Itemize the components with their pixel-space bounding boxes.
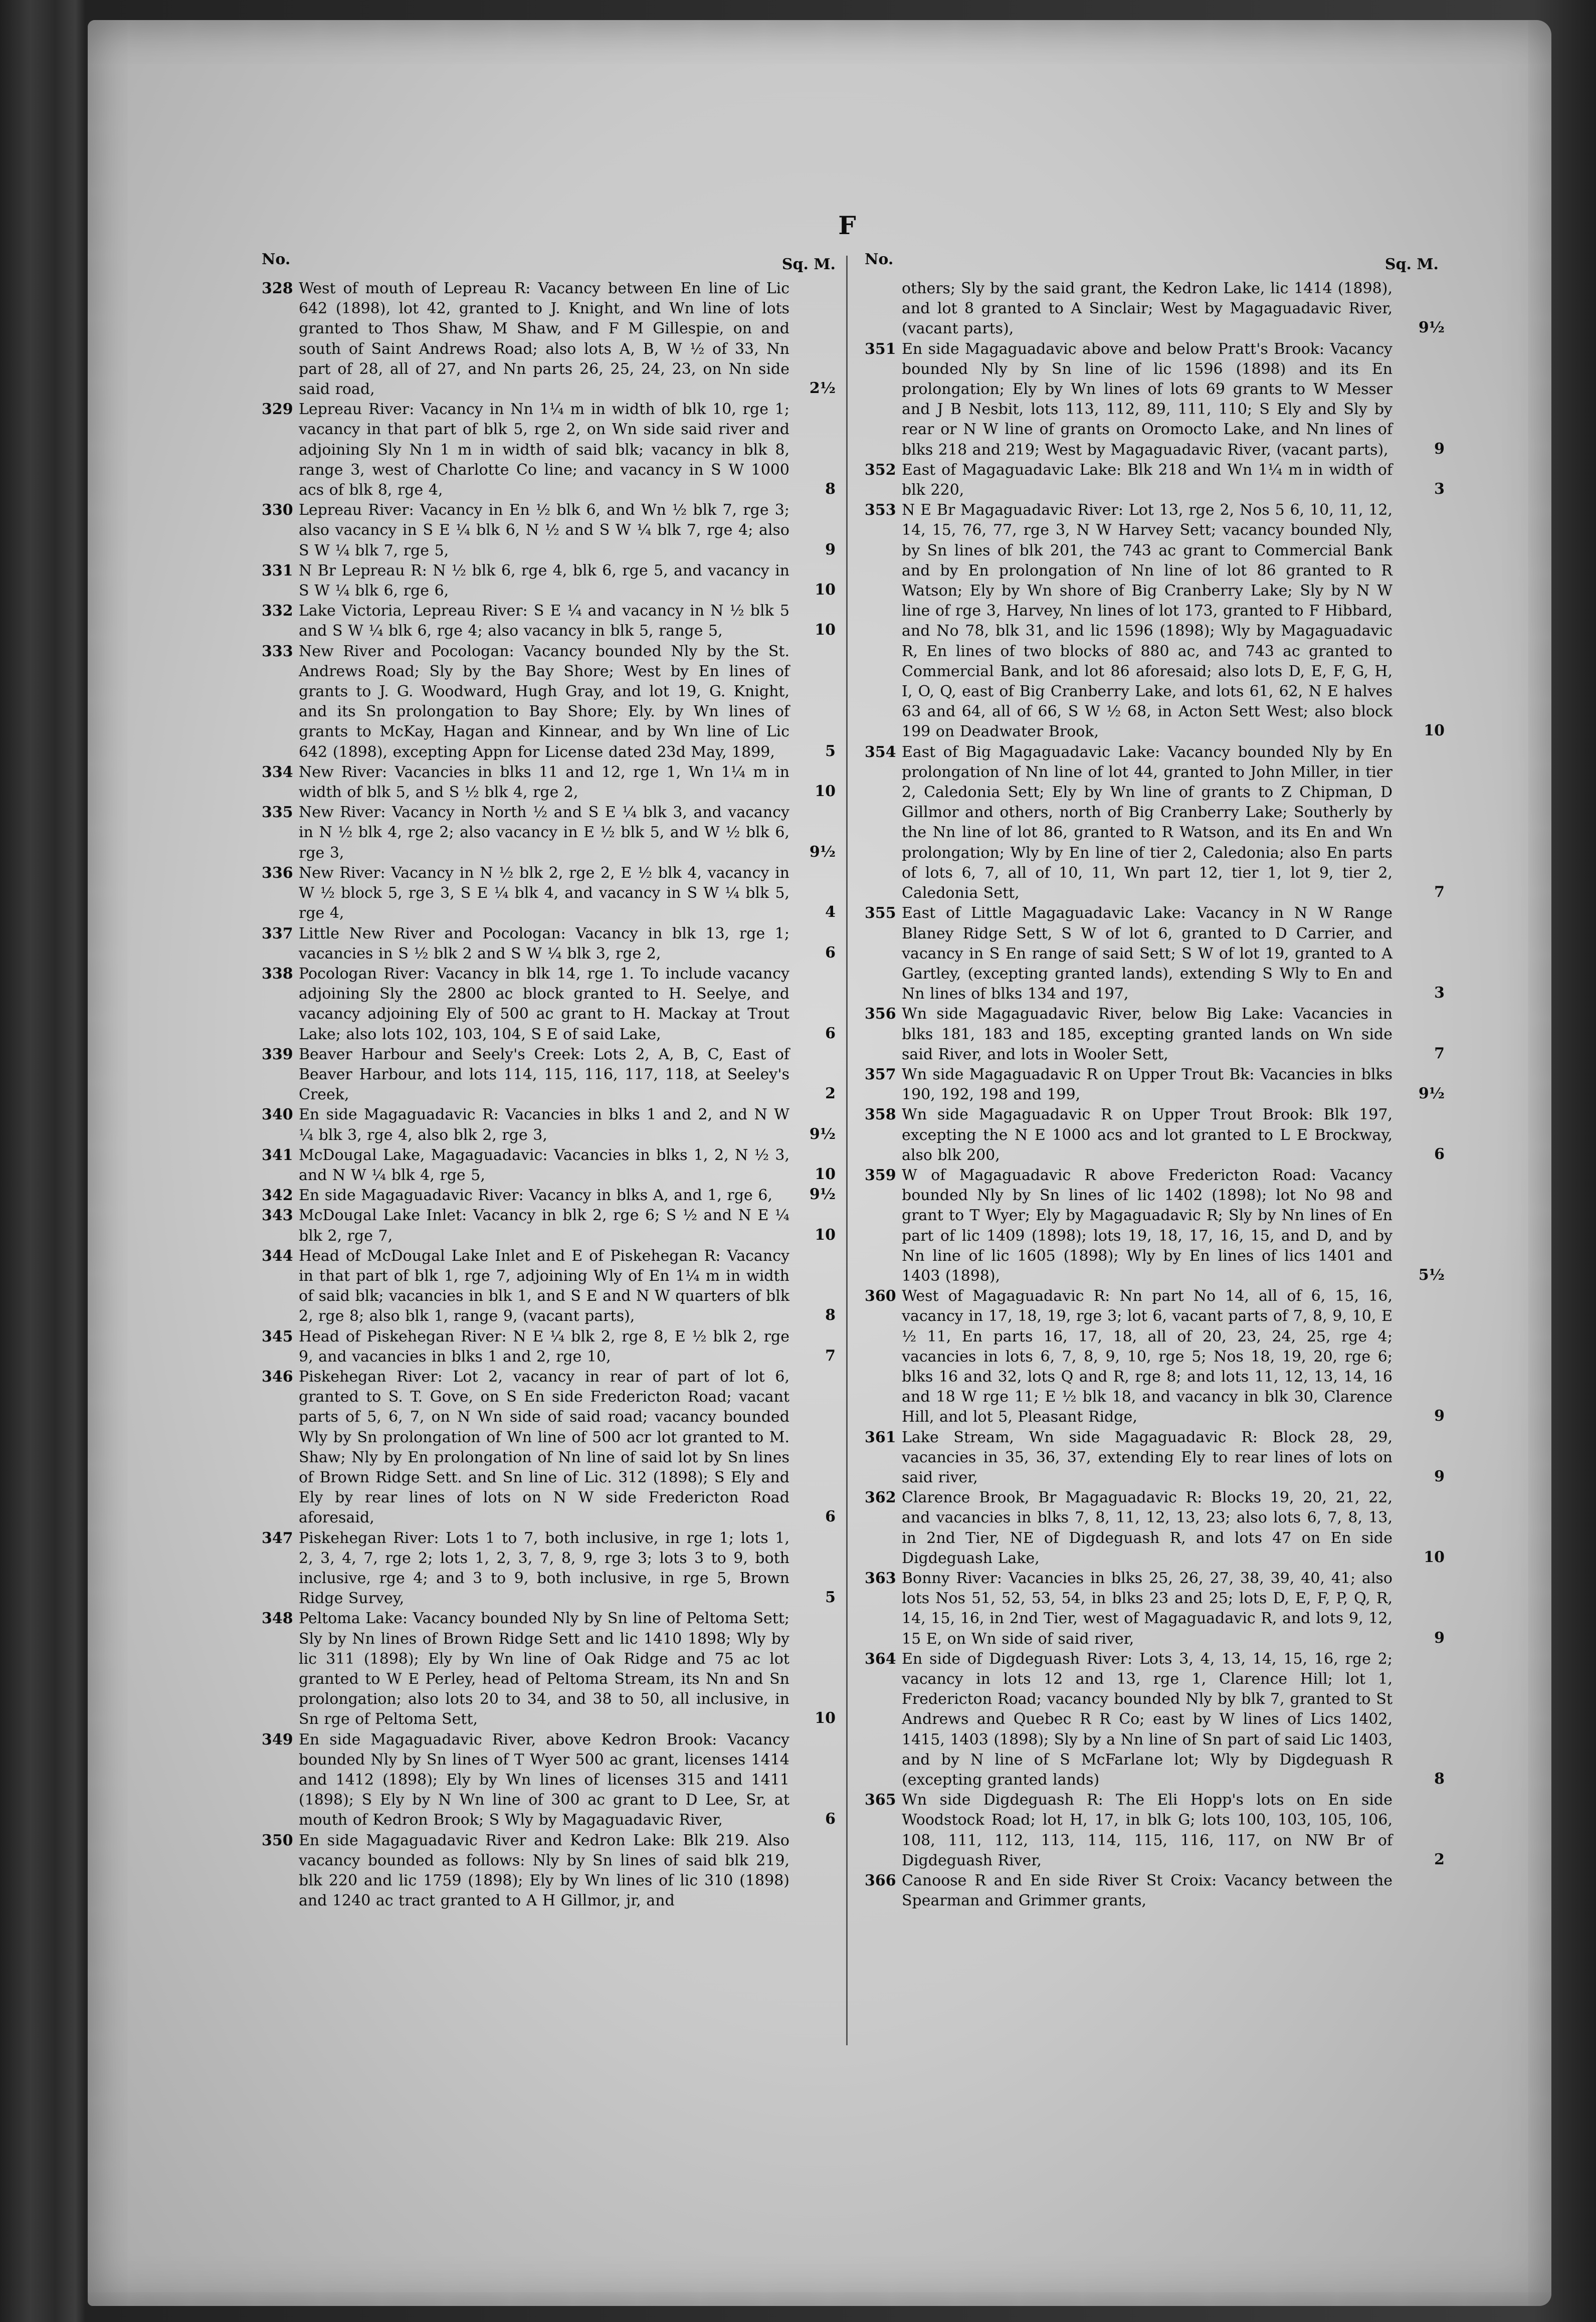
entry-number: 352 bbox=[865, 461, 896, 479]
entry-row bbox=[865, 279, 1445, 339]
entry-number: 350 bbox=[262, 1831, 293, 1849]
entry-number: 363 bbox=[865, 1570, 896, 1587]
entry-square-miles: 7 bbox=[1434, 883, 1445, 901]
entry-description: N Br Lepreau R: N ½ blk 6, rge 4, blk 6, rge 5, and vacancy in S W ¼ blk 6, rge 6, bbox=[299, 561, 789, 600]
entry-square-miles: 10 bbox=[815, 621, 836, 639]
entry-row bbox=[865, 1166, 1445, 1286]
entry-row bbox=[262, 1730, 836, 1831]
entry-number: 359 bbox=[865, 1166, 896, 1184]
left-column-header bbox=[262, 251, 836, 279]
entry-description: En side Magaguadavic above and below Pratt's Brook: Vacancy bounded Nly by Sn line of lic 1596 (1898) and its En prolongation; Ely by Wn lines of lots 69 grants to W Messer and J B Nesbit, lots 113, 112, 89, 111, 110; S Ely and Sly by rear or N W line of grants on Oromocto Lake, and Nn lines of blks 218 and 219; West by Magaguadavic River, (vacant parts), bbox=[902, 340, 1392, 459]
entry-square-miles: 6 bbox=[825, 1508, 836, 1526]
entry-square-miles: 10 bbox=[815, 1165, 836, 1183]
entry-description: Bonny River: Vacancies in blks 25, 26, 27, 38, 39, 40, 41; also lots Nos 51, 52, 53, 54, in blks 23 and 25; lots D, E, F, P, Q, R, 14, 15, 16, in 2nd Tier, west of Magaguadavic R, and lots 9, 12, 15 E, on Wn side of said river, bbox=[902, 1570, 1392, 1648]
entry-description: En side Magaguadavic R: Vacancies in blks 1 and 2, and N W ¼ blk 3, rge 4, also blk 2, rge 3, bbox=[299, 1106, 789, 1144]
entry-square-miles: 6 bbox=[825, 1810, 836, 1828]
entry-square-miles: 2 bbox=[825, 1085, 836, 1103]
entry-row bbox=[262, 924, 836, 964]
entry-number: 358 bbox=[865, 1106, 896, 1124]
entry-description: New River: Vacancy in N ½ blk 2, rge 2, E ½ blk 4, vacancy in W ½ block 5, rge 3, S E ¼ blk 4, and vacancy in S W ¼ blk 5, rge 4, bbox=[299, 864, 789, 922]
entry-square-miles: 6 bbox=[825, 943, 836, 961]
entry-number: 336 bbox=[262, 864, 293, 882]
entry-number: 354 bbox=[865, 743, 896, 761]
entry-description: Little New River and Pocologan: Vacancy in blk 13, rge 1; vacancies in S ½ blk 2 and S W ¼ blk 3, rge 2, bbox=[299, 924, 789, 962]
entry-row bbox=[865, 1065, 1445, 1105]
column-divider bbox=[846, 256, 848, 2045]
entry-square-miles: 5½ bbox=[1418, 1266, 1445, 1284]
entry-number: 365 bbox=[865, 1791, 896, 1809]
left-column bbox=[262, 251, 836, 1911]
entry-number: 334 bbox=[262, 763, 293, 781]
entry-number: 347 bbox=[262, 1529, 293, 1547]
entry-description: En side Magaguadavic River, above Kedron Brook: Vacancy bounded Nly by Sn lines of T Wyer 500 ac grant, licenses 1414 and 1412 (1898); Ely by Wn lines of licenses 315 and 1411 (1898); S Ely by N Wn line of 300 ac grant to D Lee, Sr, at mouth of Kedron Brook; S Wly by Magaguadavic River, bbox=[299, 1730, 789, 1829]
entry-number: 345 bbox=[262, 1327, 293, 1345]
entry-row bbox=[262, 642, 836, 762]
entry-description: N E Br Magaguadavic River: Lot 13, rge 2, Nos 5 6, 10, 11, 12, 14, 15, 76, 77, rge 3, N W Harvey Sett; vacancy bounded Nly, by Sn lines of blk 201, the 743 ac grant to Commercial Bank and by En prolongation of Nn line of lot 86 granted to R Watson; Ely by Wn shore of Big Cranberry Lake; Sly by N W line of rge 3, Harvey, Nn lines of lot 173, granted to F Hibbard, and No 78, blk 31, and lic 1596 (1898); Wly by Magaguadavic R, En lines of two blocks of 880 ac, and 743 ac granted to Commercial Bank, and lot 86 aforesaid; also lots D, E, F, G, H, I, O, Q, east of Big Cranberry Lake, and lots 61, 62, N E halves 63 and 64, all of 66, S W ½ 68, in Acton Sett West; also block 199 on Deadwater Brook, bbox=[902, 501, 1392, 741]
entry-row bbox=[262, 1045, 836, 1105]
entry-square-miles: 10 bbox=[815, 581, 836, 599]
entry-row bbox=[865, 1488, 1445, 1569]
entry-description: W of Magaguadavic R above Fredericton Road: Vacancy bounded Nly by Sn lines of lic 1402 (1898); lot No 98 and grant to T Wyer; Ely by Magaguadavic R; Sly by Nn lines of En part of lic 1409 (1898); lots 19, 18, 17, 16, 15, and D, and by Nn line of lic 1605 (1898); Wly by En lines of lics 1401 and 1403 (1898), bbox=[902, 1166, 1392, 1285]
entry-square-miles: 10 bbox=[815, 1709, 836, 1727]
entry-square-miles: 2 bbox=[1434, 1850, 1445, 1868]
entry-description: West of Magaguadavic R: Nn part No 14, all of 6, 15, 16, vacancy in 17, 18, 19, rge 3; lot 6, vacant parts of 7, 8, 9, 10, E ½ 11, En parts 16, 17, 18, all of 20, 23, 24, 25, rge 4; vacancies in lots 6, 7, 8, 9, 10, rge 5; Nos 18, 19, 20, rge 6; blks 16 and 32, lots Q and R, rge 8; and lots 11, 12, 13, 14, 16 and 18 W rge 11; E ½ blk 18, and vacancy in blk 30, Clarence Hill, and lot 5, Pleasant Ridge, bbox=[902, 1287, 1392, 1426]
entry-number: 339 bbox=[262, 1045, 293, 1063]
entry-number: 357 bbox=[865, 1065, 896, 1083]
entry-row bbox=[865, 1286, 1445, 1427]
entry-row bbox=[865, 339, 1445, 460]
entry-row bbox=[865, 1569, 1445, 1649]
entry-row bbox=[262, 279, 836, 400]
entry-row bbox=[865, 500, 1445, 742]
entry-square-miles: 10 bbox=[1424, 1548, 1445, 1566]
entry-square-miles: 9 bbox=[1434, 440, 1445, 458]
entry-row bbox=[262, 601, 836, 641]
entry-description: New River and Pocologan: Vacancy bounded Nly by the St. Andrews Road; Sly by the Bay Shore; West by En lines of grants to J. G. Woodward, Hugh Gray, and lot 19, G. Knight, and its Sn prolongation to Bay Shore; Ely. by Wn lines of grants to McKay, Hagan and Kinnear, and by Wn line of Lic 642 (1898), excepting Appn for License dated 23d May, 1899, bbox=[299, 642, 789, 761]
entry-number: 342 bbox=[262, 1187, 293, 1205]
entry-square-miles: 9½ bbox=[809, 843, 836, 861]
entry-row bbox=[262, 762, 836, 803]
right-column bbox=[865, 251, 1445, 1911]
entry-number: 362 bbox=[865, 1489, 896, 1507]
entry-number: 361 bbox=[865, 1428, 896, 1446]
left-entry-list bbox=[262, 279, 836, 1911]
entry-square-miles: 6 bbox=[1434, 1145, 1445, 1163]
entry-description: En side Magaguadavic River and Kedron Lake: Blk 219. Also vacancy bounded as follows: Nly by Sn lines of said blk 219, blk 220 and lic 1759 (1898); Ely by Wn lines of lic 310 (1898) and 1240 ac tract granted to A H Gillmor, jr, and bbox=[299, 1831, 789, 1910]
entry-description: Piskehegan River: Lot 2, vacancy in rear of part of lot 6, granted to S. T. Gove, on S En side Fredericton Road; vacant parts of 5, 6, 7, on N Wn side of said road; vacancy bounded Wly by Sn prolongation of Wn line of 500 acr lot granted to M. Shaw; Nly by En prolongation of Nn line of said lot by Sn lines of Brown Ridge Sett. and Sn line of Lic. 312 (1898); S Ely and Ely by rear lines of lots on N W side Fredericton Road aforesaid, bbox=[299, 1368, 789, 1527]
entry-description: Piskehegan River: Lots 1 to 7, both inclusive, in rge 1; lots 1, 2, 3, 4, 7, rge 2; lots 1, 2, 3, 7, 8, 9, rge 3; lots 3 to 9, both inclusive, rge 4; and 3 to 9, both inclusive, in rge 5, Brown Ridge Survey, bbox=[299, 1529, 789, 1608]
entry-square-miles: 10 bbox=[815, 1226, 836, 1244]
sq-m-heading: Sq. M. bbox=[781, 256, 836, 273]
entry-description: Lake Victoria, Lepreau River: S E ¼ and vacancy in N ½ blk 5 and S W ¼ blk 6, rge 4; also vacancy in blk 5, range 5, bbox=[299, 602, 789, 640]
entry-description: En side of Digdeguash River: Lots 3, 4, 13, 14, 15, 16, rge 2; vacancy in lots 12 and 13, rge 1, Clarence Hill; lot 1, Fredericton Road; vacancy bounded Nly by blk 7, granted to St Andrews and Quebec R R Co; east by W lines of Lics 1402, 1415, 1403 (1898); Sly by a Nn line of Sn part of said Lic 1403, and by N line of S McFarlane lot; Wly by Digdeguash R (excepting granted lands) bbox=[902, 1650, 1392, 1789]
entry-square-miles: 10 bbox=[815, 783, 836, 801]
entry-description: New River: Vacancies in blks 11 and 12, rge 1, Wn 1¼ m in width of blk 5, and S ½ blk 4, rge 2, bbox=[299, 763, 789, 802]
entry-square-miles: 5 bbox=[825, 1589, 836, 1607]
entry-square-miles: 9½ bbox=[1418, 319, 1445, 337]
entry-square-miles: 9½ bbox=[1418, 1085, 1445, 1103]
entry-square-miles: 8 bbox=[825, 480, 836, 498]
entry-square-miles: 7 bbox=[825, 1346, 836, 1365]
entry-number: 332 bbox=[262, 602, 293, 620]
entry-number: 330 bbox=[262, 501, 293, 519]
entry-square-miles: 8 bbox=[825, 1306, 836, 1324]
entry-number: 340 bbox=[262, 1106, 293, 1124]
entry-row bbox=[262, 500, 836, 561]
entry-number: 331 bbox=[262, 561, 293, 579]
entry-row bbox=[865, 1649, 1445, 1790]
entry-square-miles: 7 bbox=[1434, 1044, 1445, 1062]
entry-row bbox=[262, 1367, 836, 1528]
entry-row bbox=[262, 1105, 836, 1145]
entry-square-miles: 9 bbox=[1434, 1467, 1445, 1485]
entry-number: 360 bbox=[865, 1287, 896, 1305]
entry-description: Pocologan River: Vacancy in blk 14, rge 1. To include vacancy adjoining Sly the 2800 ac block granted to H. Seelye, and vacancy adjoining Ely of 500 ac grant to H. Mackay at Trout Lake; also lots 102, 103, 104, S E of said Lake, bbox=[299, 964, 789, 1043]
entry-square-miles: 3 bbox=[1434, 984, 1445, 1002]
entry-number: 341 bbox=[262, 1146, 293, 1164]
entry-row bbox=[262, 863, 836, 924]
entry-number: 338 bbox=[262, 964, 293, 983]
entry-row bbox=[262, 1246, 836, 1327]
section-letter: F bbox=[838, 211, 856, 240]
entry-description: East of Big Magaguadavic Lake: Vacancy bounded Nly by En prolongation of Nn line of lot 44, granted to John Miller, in tier 2, Caledonia Sett; Ely by Wn line of grants to Z Chipman, D Gillmor and others, north of Big Cranberry Lake; Southerly by the Nn line of lot 86, granted to R Watson, and its En and Wn prolongation; Wly by En line of tier 2, Caledonia; also En parts of lots 6, 7, all of 10, 11, Wn part 12, tier 1, lot 9, tier 2, Caledonia Sett, bbox=[902, 743, 1392, 902]
entry-square-miles: 9½ bbox=[809, 1125, 836, 1143]
entry-row bbox=[865, 460, 1445, 500]
entry-number: 356 bbox=[865, 1005, 896, 1023]
entry-square-miles: 4 bbox=[825, 903, 836, 921]
entry-description: Wn side Digdeguash R: The Eli Hopp's lots on En side Woodstock Road; lot H, 17, in blk G; lots 100, 103, 105, 106, 108, 111, 112, 113, 114, 115, 116, 117, on NW Br of Digdeguash River, bbox=[902, 1791, 1392, 1869]
entry-number: 351 bbox=[865, 340, 896, 358]
entry-row bbox=[262, 400, 836, 500]
entry-description: Lake Stream, Wn side Magaguadavic R: Block 28, 29, vacancies in 35, 36, 37, extending Ely to rear lines of lots on said river, bbox=[902, 1428, 1392, 1486]
entry-description: Peltoma Lake: Vacancy bounded Nly by Sn line of Peltoma Sett; Sly by Nn lines of Brown Ridge Sett and lic 1410 1898; Wly by lic 311 (1898); Ely by Wn line of Oak Ridge and 75 ac lot granted to W E Perley, head of Peltoma Stream, its Nn and Sn prolongation; also lots 20 to 34, and 38 to 50, all inclusive, in Sn rge of Peltoma Sett, bbox=[299, 1610, 789, 1728]
entry-row bbox=[262, 803, 836, 863]
entry-description: Wn side Magaguadavic R on Upper Trout Bk: Vacancies in blks 190, 192, 198 and 199, bbox=[902, 1065, 1392, 1104]
entry-description: Wn side Magaguadavic R on Upper Trout Brook: Blk 197, excepting the N E 1000 acs and lot granted to L E Brockway, also blk 200, bbox=[902, 1106, 1392, 1164]
entry-row bbox=[262, 1145, 836, 1186]
entry-square-miles: 10 bbox=[1424, 722, 1445, 740]
right-entry-list bbox=[865, 279, 1445, 1911]
entry-row bbox=[865, 1428, 1445, 1488]
entry-row bbox=[865, 903, 1445, 1004]
entry-row bbox=[262, 1186, 836, 1206]
entry-square-miles: 2½ bbox=[809, 379, 836, 398]
entry-square-miles: 9 bbox=[825, 540, 836, 558]
entry-row bbox=[865, 742, 1445, 904]
entry-row bbox=[865, 1105, 1445, 1166]
entry-square-miles: 9½ bbox=[809, 1186, 836, 1204]
entry-number: 353 bbox=[865, 501, 896, 519]
entry-number: 346 bbox=[262, 1368, 293, 1386]
entry-description: Lepreau River: Vacancy in En ½ blk 6, and Wn ½ blk 7, rge 3; also vacancy in S E ¼ blk 6, N ½ and S W ¼ blk 7, rge 4; also S W ¼ blk 7, rge 5, bbox=[299, 501, 789, 559]
entry-description: East of Little Magaguadavic Lake: Vacancy in N W Range Blaney Ridge Sett, S W of lot 6, granted to D Carrier, and vacancy in S En range of said Sett; S W of lot 19, granted to A Gartley, (excepting granted lands), extending S Wly to En and Nn lines of blks 134 and 197, bbox=[902, 904, 1392, 1003]
entry-description: Clarence Brook, Br Magaguadavic R: Blocks 19, 20, 21, 22, and vacancies in blks 7, 8, 11, 12, 13, 23; also lots 6, 7, 8, 13, in 2nd Tier, NE of Digdeguash R, and lots 47 on En side Digdeguash Lake, bbox=[902, 1489, 1392, 1567]
entry-row bbox=[865, 1004, 1445, 1065]
entry-square-miles: 5 bbox=[825, 742, 836, 760]
entry-description: West of mouth of Lepreau R: Vacancy between En line of Lic 642 (1898), lot 42, granted to J. Knight, and Wn line of lots granted to Thos Shaw, M Shaw, and F M Gillespie, on and south of Saint Andrews Road; also lots A, B, W ½ of 33, Nn part of 28, all of 27, and Nn parts 26, 25, 24, 23, on Nn side said road, bbox=[299, 280, 789, 399]
entry-row bbox=[262, 1609, 836, 1729]
entry-number: 348 bbox=[262, 1610, 293, 1628]
entry-description: Lepreau River: Vacancy in Nn 1¼ m in width of blk 10, rge 1; vacancy in that part of blk 5, rge 2, on Wn side said river and adjoining Sly Nn 1 m in width of said blk; vacancy in blk 8, range 3, west of Charlotte Co line; and vacancy in S W 1000 acs of blk 8, rge 4, bbox=[299, 401, 789, 499]
entry-number bbox=[865, 279, 902, 339]
entry-number: 344 bbox=[262, 1247, 293, 1265]
entry-number: 355 bbox=[865, 904, 896, 922]
entry-row bbox=[865, 1790, 1445, 1871]
entry-number: 329 bbox=[262, 401, 293, 419]
entry-description: McDougal Lake Inlet: Vacancy in blk 2, rge 6; S ½ and N E ¼ blk 2, rge 7, bbox=[299, 1207, 789, 1245]
entry-number: 364 bbox=[865, 1650, 896, 1668]
entry-row bbox=[262, 1831, 836, 1911]
entry-description: Head of McDougal Lake Inlet and E of Piskehegan R: Vacancy in that part of blk 1, rge 7, adjoining Wly of En 1¼ m in width of said blk; vacancies in blk 1, and S E and N W quarters of blk 2, rge 8; also blk 1, range 9, (vacant parts), bbox=[299, 1247, 789, 1325]
entry-number: 333 bbox=[262, 642, 293, 660]
entry-number: 349 bbox=[262, 1730, 293, 1749]
sq-m-heading: Sq. M. bbox=[1384, 256, 1439, 273]
right-column-header bbox=[865, 251, 1439, 279]
entry-number: 337 bbox=[262, 924, 293, 942]
entry-description: Wn side Magaguadavic River, below Big Lake: Vacancies in blks 181, 183 and 185, excepting granted lands on Wn side said River, and lots in Wooler Sett, bbox=[902, 1005, 1392, 1063]
entry-number: 335 bbox=[262, 804, 293, 822]
entry-description: New River: Vacancy in North ½ and S E ¼ blk 3, and vacancy in N ½ blk 4, rge 2; also vacancy in E ½ blk 5, and W ½ blk 6, rge 3, bbox=[299, 804, 789, 862]
entry-row bbox=[865, 1871, 1439, 1911]
entry-description: Beaver Harbour and Seely's Creek: Lots 2, A, B, C, East of Beaver Harbour, and lots 114, 115, 116, 117, 118, at Seeley's Creek, bbox=[299, 1045, 789, 1104]
entry-number: 366 bbox=[865, 1872, 896, 1890]
no-heading: No. bbox=[865, 251, 894, 268]
entry-description: others; Sly by the said grant, the Kedron Lake, lic 1414 (1898), and lot 8 granted to A Sinclair; West by Magaguadavic River, (vacant parts), bbox=[902, 280, 1392, 338]
entry-description: East of Magaguadavic Lake: Blk 218 and Wn 1¼ m in width of blk 220, bbox=[902, 461, 1392, 499]
entry-description: Head of Piskehegan River: N E ¼ blk 2, rge 8, E ½ blk 2, rge 9, and vacancies in blks 1 and 2, rge 10, bbox=[299, 1327, 789, 1366]
entry-number: 328 bbox=[262, 280, 293, 297]
entry-row bbox=[262, 1206, 836, 1246]
entry-square-miles: 3 bbox=[1434, 480, 1445, 498]
entry-square-miles: 8 bbox=[1434, 1770, 1445, 1788]
entry-row bbox=[262, 964, 836, 1045]
entry-row bbox=[262, 561, 836, 601]
entry-description: En side Magaguadavic River: Vacancy in blks A, and 1, rge 6, bbox=[299, 1187, 772, 1205]
entry-description: Canoose R and En side River St Croix: Vacancy between the Spearman and Grimmer grants, bbox=[902, 1872, 1392, 1910]
entry-square-miles: 9 bbox=[1434, 1629, 1445, 1647]
entry-number: 343 bbox=[262, 1207, 293, 1225]
entry-square-miles: 6 bbox=[825, 1024, 836, 1042]
entry-square-miles: 9 bbox=[1434, 1407, 1445, 1425]
entry-row bbox=[262, 1528, 836, 1609]
no-heading: No. bbox=[262, 251, 291, 268]
entry-row bbox=[262, 1327, 836, 1367]
entry-description: McDougal Lake, Magaguadavic: Vacancies in blks 1, 2, N ½ 3, and N W ¼ blk 4, rge 5, bbox=[299, 1146, 789, 1184]
